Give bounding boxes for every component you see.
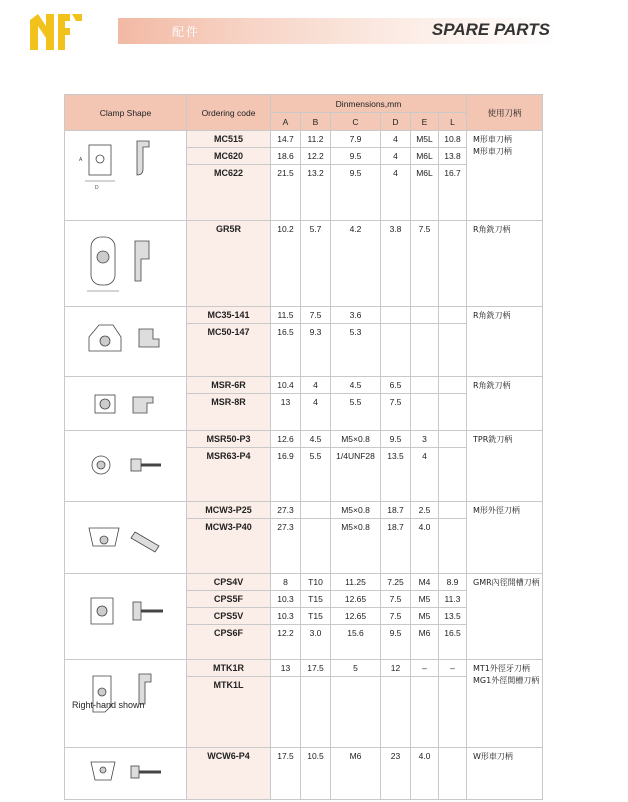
- dimension-value: 5: [331, 660, 381, 677]
- table-row: [65, 377, 543, 394]
- dimension-value: 8.9: [439, 574, 467, 591]
- ordering-code: CPS6F: [187, 625, 271, 660]
- applicable-holder: [467, 660, 543, 748]
- ordering-code: CPS5F: [187, 591, 271, 608]
- ordering-code: MC50-147: [187, 324, 271, 377]
- header-ordering-code: Ordering code: [187, 95, 271, 131]
- right-hand-caption: Right-hand shown: [72, 700, 145, 710]
- holder-label: M形車刀柄: [473, 135, 512, 144]
- dimension-value: 8: [271, 574, 301, 591]
- ordering-code: MC622: [187, 165, 271, 221]
- clamp-shape-drawing: [65, 748, 187, 800]
- table-row: [65, 748, 543, 800]
- header-dim-b: B: [301, 113, 331, 131]
- dimension-value: 7.25: [381, 574, 411, 591]
- section-title-en: SPARE PARTS: [431, 20, 550, 39]
- dimension-value: M4: [411, 574, 439, 591]
- holder-label: R角銑刀柄: [473, 225, 511, 234]
- ordering-code: MC35-141: [187, 307, 271, 324]
- dimension-value: [381, 677, 411, 748]
- dimension-value: 1/4UNF28: [331, 448, 381, 502]
- holder-label: M形外徑刀柄: [473, 506, 520, 515]
- dimension-value: 9.5: [331, 165, 381, 221]
- ordering-code: MTK1L: [187, 677, 271, 748]
- holder-label: R角銑刀柄: [473, 381, 511, 390]
- dimension-value: 12.2: [271, 625, 301, 660]
- page-header: [0, 0, 628, 60]
- dimension-value: 10.4: [271, 377, 301, 394]
- dimension-value: [439, 431, 467, 448]
- ordering-code: MC515: [187, 131, 271, 148]
- ordering-code: MTK1R: [187, 660, 271, 677]
- header-dim-c: C: [331, 113, 381, 131]
- dimension-value: [411, 307, 439, 324]
- table-row: [65, 574, 543, 591]
- ordering-code: MSR-8R: [187, 394, 271, 431]
- ordering-code: CPS5V: [187, 608, 271, 625]
- nf-logo-icon: [28, 12, 106, 52]
- holder-label: M形車刀柄: [473, 147, 512, 156]
- dimension-value: 9.5: [331, 148, 381, 165]
- dimension-value: 10.3: [271, 608, 301, 625]
- dimension-value: [301, 519, 331, 574]
- dimension-value: 7.9: [331, 131, 381, 148]
- dimension-value: 4.5: [301, 431, 331, 448]
- dimension-value: 14.7: [271, 131, 301, 148]
- dimension-value: M5: [411, 591, 439, 608]
- dimension-value: 4.0: [411, 748, 439, 800]
- svg-text:D: D: [95, 185, 99, 191]
- dimension-value: [301, 502, 331, 519]
- spare-parts-table: [64, 94, 543, 800]
- dimension-value: 9.3: [301, 324, 331, 377]
- dimension-value: 11.25: [331, 574, 381, 591]
- header-clamp-shape: Clamp Shape: [65, 95, 187, 131]
- dimension-value: [439, 221, 467, 307]
- clamp-shape-drawing: [65, 221, 187, 307]
- dimension-value: [439, 394, 467, 431]
- dimension-value: 5.5: [331, 394, 381, 431]
- clamp-shape-drawing: [65, 307, 187, 377]
- dimension-value: 5.7: [301, 221, 331, 307]
- dimension-value: [411, 377, 439, 394]
- ordering-code: MSR63-P4: [187, 448, 271, 502]
- table-row: [65, 660, 543, 677]
- dimension-value: [301, 677, 331, 748]
- dimension-value: 12: [381, 660, 411, 677]
- dimension-value: [439, 448, 467, 502]
- dimension-value: M6: [411, 625, 439, 660]
- dimension-value: [331, 677, 381, 748]
- holder-label: R角銑刀柄: [473, 311, 511, 320]
- applicable-holder: [467, 377, 543, 431]
- applicable-holder: [467, 574, 543, 660]
- header-dim-l: L: [439, 113, 467, 131]
- dimension-value: 3.6: [331, 307, 381, 324]
- ordering-code: CPS4V: [187, 574, 271, 591]
- dimension-value: 27.3: [271, 502, 301, 519]
- dimension-value: T10: [301, 574, 331, 591]
- applicable-holder: [467, 748, 543, 800]
- dimension-value: 4: [381, 165, 411, 221]
- dimension-value: 7.5: [411, 221, 439, 307]
- dimension-value: 10.2: [271, 221, 301, 307]
- dimension-value: 12.6: [271, 431, 301, 448]
- dimension-value: 3: [411, 431, 439, 448]
- table-row: [65, 221, 543, 307]
- dimension-value: T15: [301, 608, 331, 625]
- dimension-value: M5×0.8: [331, 431, 381, 448]
- clamp-shape-drawing: [65, 431, 187, 502]
- dimension-value: M5L: [411, 131, 439, 148]
- header-dim-d: D: [381, 113, 411, 131]
- ordering-code: MSR50-P3: [187, 431, 271, 448]
- holder-label: GMR內徑開槽刀柄: [473, 578, 540, 587]
- dimension-value: 13.2: [301, 165, 331, 221]
- holder-label: W形車刀柄: [473, 752, 513, 761]
- dimension-value: [271, 677, 301, 748]
- dimension-value: 15.6: [331, 625, 381, 660]
- dimension-value: 4.5: [331, 377, 381, 394]
- dimension-value: 13.5: [381, 448, 411, 502]
- header-dimensions: Dinmensions,mm: [271, 95, 467, 113]
- dimension-value: 7.5: [381, 394, 411, 431]
- ordering-code: GR5R: [187, 221, 271, 307]
- dimension-value: 13: [271, 660, 301, 677]
- header-use: 使用刀柄: [467, 95, 543, 131]
- dimension-value: 3.0: [301, 625, 331, 660]
- clamp-shape-drawing: [65, 131, 187, 221]
- ordering-code: MC620: [187, 148, 271, 165]
- table-row: [65, 431, 543, 448]
- dimension-value: [381, 324, 411, 377]
- ordering-code: WCW6-P4: [187, 748, 271, 800]
- dimension-value: 5.5: [301, 448, 331, 502]
- section-title-cn: 配件: [172, 25, 201, 39]
- dimension-value: 16.7: [439, 165, 467, 221]
- dimension-value: 4: [381, 131, 411, 148]
- dimension-value: [439, 748, 467, 800]
- dimension-value: 4.2: [331, 221, 381, 307]
- dimension-value: 4: [301, 394, 331, 431]
- dimension-value: 12.2: [301, 148, 331, 165]
- header-dim-e: E: [411, 113, 439, 131]
- dimension-value: 10.5: [301, 748, 331, 800]
- applicable-holder: [467, 431, 543, 502]
- dimension-value: M5×0.8: [331, 519, 381, 574]
- dimension-value: –: [411, 660, 439, 677]
- dimension-value: 11.5: [271, 307, 301, 324]
- dimension-value: M6: [331, 748, 381, 800]
- dimension-value: 4: [411, 448, 439, 502]
- applicable-holder: [467, 131, 543, 221]
- table-row: [65, 307, 543, 324]
- dimension-value: T15: [301, 591, 331, 608]
- dimension-value: 7.5: [301, 307, 331, 324]
- clamp-shape-drawing: [65, 377, 187, 431]
- dimension-value: 13.8: [439, 148, 467, 165]
- ordering-code: MCW3-P25: [187, 502, 271, 519]
- dimension-value: 9.5: [381, 431, 411, 448]
- dimension-value: [439, 677, 467, 748]
- dimension-value: 11.2: [301, 131, 331, 148]
- dimension-value: 12.65: [331, 591, 381, 608]
- dimension-value: 4: [381, 148, 411, 165]
- dimension-value: M6L: [411, 148, 439, 165]
- dimension-value: [439, 307, 467, 324]
- dimension-value: [381, 307, 411, 324]
- dimension-value: [411, 324, 439, 377]
- dimension-value: 21.5: [271, 165, 301, 221]
- dimension-value: 9.5: [381, 625, 411, 660]
- dimension-value: M6L: [411, 165, 439, 221]
- holder-label: MT1外徑牙刀柄: [473, 664, 530, 673]
- dimension-value: 23: [381, 748, 411, 800]
- dimension-value: 10.8: [439, 131, 467, 148]
- dimension-value: 13: [271, 394, 301, 431]
- applicable-holder: [467, 502, 543, 574]
- clamp-shape-drawing: [65, 502, 187, 574]
- clamp-shape-drawing: [65, 574, 187, 660]
- holder-label: TPR銑刀柄: [473, 435, 513, 444]
- applicable-holder: [467, 221, 543, 307]
- header-dim-a: A: [271, 113, 301, 131]
- dimension-value: 6.5: [381, 377, 411, 394]
- dimension-value: 10.3: [271, 591, 301, 608]
- dimension-value: [411, 394, 439, 431]
- holder-label: MG1外徑開槽刀柄: [473, 676, 540, 685]
- dimension-value: 2.5: [411, 502, 439, 519]
- dimension-value: 12.65: [331, 608, 381, 625]
- applicable-holder: [467, 307, 543, 377]
- dimension-value: 11.3: [439, 591, 467, 608]
- dimension-value: 16.5: [271, 324, 301, 377]
- dimension-value: 3.8: [381, 221, 411, 307]
- dimension-value: 16.5: [439, 625, 467, 660]
- dimension-value: 7.5: [381, 591, 411, 608]
- dimension-value: [439, 377, 467, 394]
- ordering-code: MCW3-P40: [187, 519, 271, 574]
- ordering-code: MSR-6R: [187, 377, 271, 394]
- dimension-value: 4.0: [411, 519, 439, 574]
- dimension-value: –: [439, 660, 467, 677]
- svg-text:A: A: [79, 157, 83, 163]
- dimension-value: 5.3: [331, 324, 381, 377]
- dimension-value: 4: [301, 377, 331, 394]
- dimension-value: 18.7: [381, 502, 411, 519]
- dimension-value: [411, 677, 439, 748]
- dimension-value: [439, 324, 467, 377]
- dimension-value: 17.5: [271, 748, 301, 800]
- dimension-value: 7.5: [381, 608, 411, 625]
- table-row: [65, 502, 543, 519]
- dimension-value: 17.5: [301, 660, 331, 677]
- dimension-value: 18.6: [271, 148, 301, 165]
- dimension-value: M5: [411, 608, 439, 625]
- dimension-value: 27.3: [271, 519, 301, 574]
- dimension-value: 13.5: [439, 608, 467, 625]
- dimension-value: 18.7: [381, 519, 411, 574]
- table-row: [65, 131, 543, 148]
- dimension-value: M5×0.8: [331, 502, 381, 519]
- dimension-value: 16.9: [271, 448, 301, 502]
- dimension-value: [439, 502, 467, 519]
- dimension-value: [439, 519, 467, 574]
